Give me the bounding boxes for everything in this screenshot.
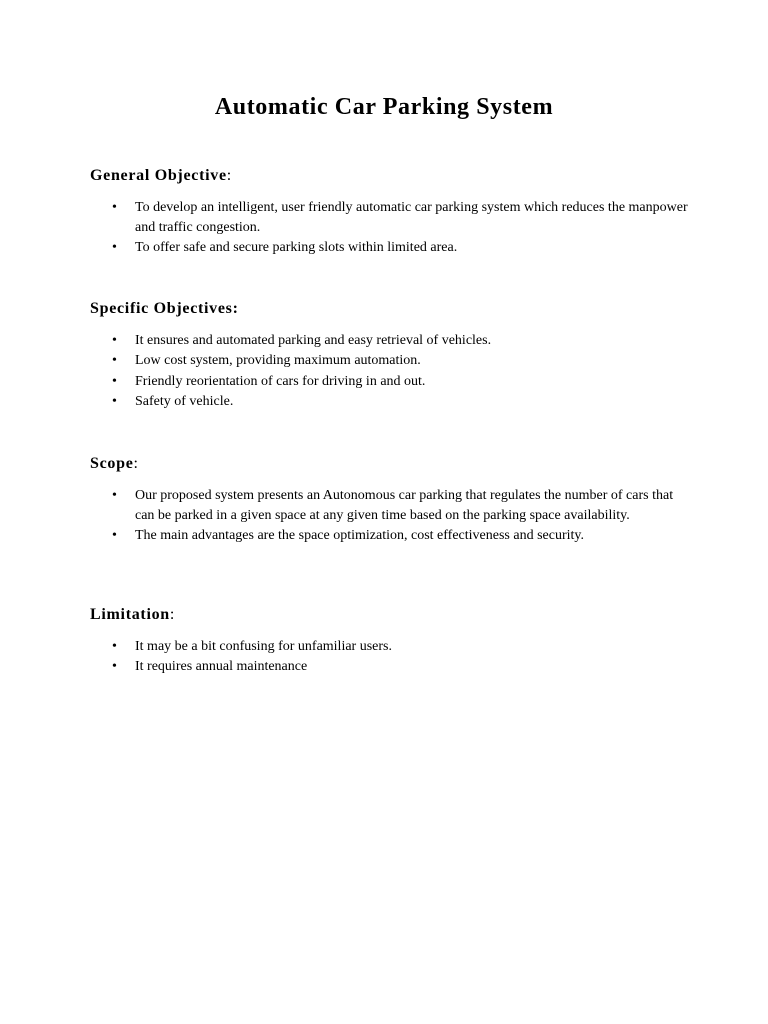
bullet-icon: •: [112, 353, 117, 369]
section-heading: [90, 299, 690, 319]
list-item-text: It requires annual maintenance: [135, 659, 308, 675]
section-heading-text: General Objective: [90, 167, 227, 184]
section-heading: [90, 166, 690, 186]
bullet-list: [90, 198, 690, 257]
bullet-icon: •: [112, 659, 117, 675]
bullet-icon: •: [112, 333, 117, 348]
section-limitation: [90, 605, 690, 678]
list-item: [90, 486, 690, 525]
bullet-icon: •: [112, 200, 117, 215]
bullet-icon: •: [112, 488, 117, 503]
list-item-text: Safety of vehicle.: [135, 394, 234, 410]
document-title: Automatic Car Parking System: [214, 94, 554, 120]
list-item: [90, 637, 690, 657]
list-item-text: Low cost system, providing maximum automation.: [135, 353, 421, 369]
bullet-list: [90, 637, 690, 677]
section-heading-colon: :: [232, 300, 238, 317]
list-item: [90, 351, 690, 371]
section-heading-colon: :: [133, 455, 138, 472]
section-general-objective: [90, 166, 690, 258]
section-heading-text: Limitation: [90, 606, 170, 623]
bullet-icon: •: [112, 373, 117, 389]
bullet-icon: •: [112, 639, 117, 654]
section-heading-text: Specific Objectives: [90, 300, 233, 317]
list-item-text: It ensures and automated parking and easy retrieval of vehicles.: [135, 333, 492, 348]
section-specific-objectives: [90, 299, 690, 413]
list-item-text: The main advantages are the space optimization, cost effectiveness and security.: [135, 527, 584, 543]
list-item: [90, 657, 690, 677]
section-scope: [90, 454, 690, 546]
bullet-icon: •: [112, 239, 117, 255]
bullet-list: [90, 486, 690, 545]
list-item: [90, 392, 690, 412]
bullet-icon: •: [112, 527, 117, 543]
section-heading: [90, 605, 690, 625]
list-item-text: It may be a bit confusing for unfamiliar users.: [135, 639, 392, 654]
list-item: [90, 198, 690, 237]
list-item: [90, 238, 690, 258]
list-item: [90, 372, 690, 392]
bullet-icon: •: [112, 394, 117, 410]
list-item-text: To develop an intelligent, user friendly automatic car parking system which reduces the manpower and traffic congestion.: [135, 200, 688, 235]
section-heading: [90, 454, 690, 474]
bullet-list: [90, 331, 690, 412]
section-heading-colon: :: [169, 606, 175, 623]
section-heading-colon: :: [226, 167, 232, 184]
list-item: [90, 331, 690, 351]
list-item-text: Friendly reorientation of cars for driving in and out.: [135, 373, 426, 389]
list-item-text: Our proposed system presents an Autonomous car parking that regulates the number of cars that can be parked in a given space at any given time based on the parking space availability.: [135, 488, 674, 523]
list-item: [90, 526, 690, 546]
list-item-text: To offer safe and secure parking slots within limited area.: [135, 239, 458, 255]
section-heading-text: Scope: [90, 455, 134, 472]
